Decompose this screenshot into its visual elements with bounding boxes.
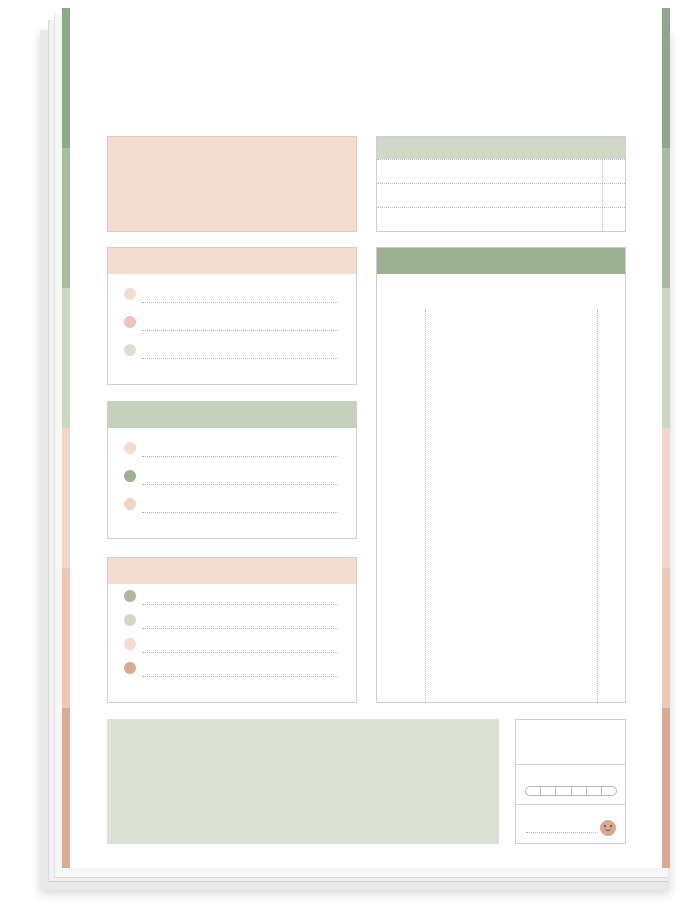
everything-else-item[interactable] bbox=[124, 590, 338, 604]
do-later-box bbox=[107, 401, 357, 539]
everything-else-line bbox=[142, 652, 338, 653]
priority-item[interactable] bbox=[124, 316, 338, 330]
habit-row[interactable] bbox=[377, 207, 625, 208]
everything-else-line bbox=[142, 604, 338, 605]
everything-else-header bbox=[108, 558, 356, 584]
do-later-line bbox=[142, 512, 338, 513]
time-divider bbox=[425, 310, 426, 702]
habit-check-column bbox=[602, 159, 603, 231]
do-later-header bbox=[108, 402, 356, 428]
priority-number bbox=[124, 344, 136, 356]
priority-item[interactable] bbox=[124, 344, 338, 358]
priorities-box bbox=[107, 247, 357, 385]
priority-item[interactable] bbox=[124, 288, 338, 302]
tracker-divider bbox=[516, 764, 625, 765]
everything-else-item[interactable] bbox=[124, 638, 338, 652]
everything-else-item[interactable] bbox=[124, 614, 338, 628]
bullet-icon bbox=[124, 662, 136, 674]
bullet-icon bbox=[124, 498, 136, 510]
do-later-item[interactable] bbox=[124, 470, 338, 484]
smiley-face-icon bbox=[600, 820, 616, 836]
do-later-item[interactable] bbox=[124, 498, 338, 512]
priorities-header bbox=[108, 248, 356, 274]
bullet-icon bbox=[124, 590, 136, 602]
right-color-stripe bbox=[662, 8, 670, 868]
schedule-columns bbox=[377, 300, 625, 314]
habit-row[interactable] bbox=[377, 159, 625, 160]
everything-else-item[interactable] bbox=[124, 662, 338, 676]
do-later-line bbox=[142, 484, 338, 485]
tracker-divider bbox=[516, 804, 625, 805]
todays-focus-box[interactable] bbox=[107, 136, 357, 232]
daily-schedule-header bbox=[377, 248, 625, 274]
everything-else-box bbox=[107, 557, 357, 703]
priority-line bbox=[142, 330, 338, 331]
priority-number bbox=[124, 316, 136, 328]
do-later-line bbox=[142, 456, 338, 457]
priority-line bbox=[142, 302, 338, 303]
habits-header bbox=[377, 137, 625, 159]
brain-dump-box[interactable] bbox=[107, 719, 499, 844]
everything-else-line bbox=[142, 676, 338, 677]
do-later-item[interactable] bbox=[124, 442, 338, 456]
tracker-box bbox=[515, 719, 626, 844]
everything-else-line bbox=[142, 628, 338, 629]
daily-schedule-box bbox=[376, 247, 626, 703]
bullet-icon bbox=[124, 470, 136, 482]
mood-line[interactable] bbox=[526, 832, 596, 833]
check-divider bbox=[597, 310, 598, 702]
habits-box bbox=[376, 136, 626, 232]
planner-sheet bbox=[62, 8, 670, 868]
bullet-icon bbox=[124, 638, 136, 650]
bullet-icon bbox=[124, 614, 136, 626]
habit-row[interactable] bbox=[377, 183, 625, 184]
priority-number bbox=[124, 288, 136, 300]
priority-line bbox=[142, 358, 338, 359]
energy-bar[interactable] bbox=[525, 786, 617, 796]
bullet-icon bbox=[124, 442, 136, 454]
left-color-stripe bbox=[62, 8, 70, 868]
